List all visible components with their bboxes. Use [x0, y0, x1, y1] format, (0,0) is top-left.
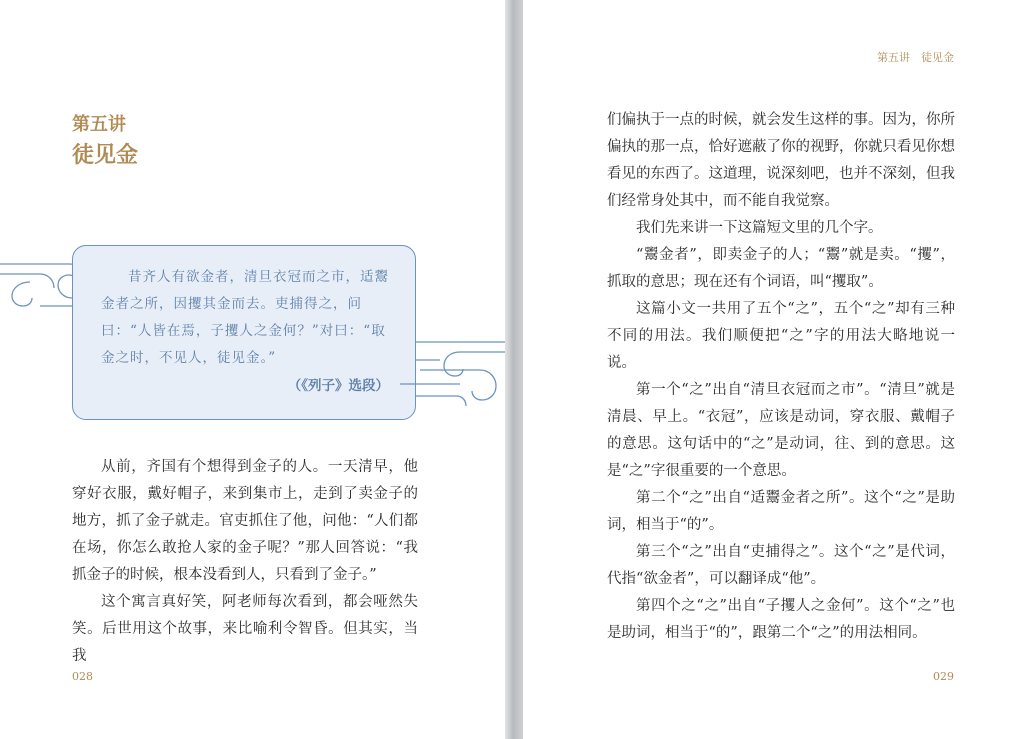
paragraph: 这篇小文一共用了五个“之”，五个“之”却有三种不同的用法。我们顺便把“之”字的用法大略地说一说。: [607, 301, 955, 371]
right-page: [523, 0, 1026, 739]
paragraph-continuation: 们偏执于一点的时候，就会发生这样的事。因为，你所偏执的那一点，恰好遮蔽了你的视野，你就只看见你想看见的东西了。这道理，说深刻吧，也并不深刻，但我们经常身处其中，而不能自我觉察。: [607, 112, 955, 209]
left-body-text: [72, 454, 418, 670]
paragraph: 这个寓言真好笑，阿老师每次看到，都会哑然失笑。后世用这个故事，来比喻利令智昏。但其实，当我: [72, 594, 418, 664]
paragraph: 第一个“之”出自“清旦衣冠而之市”。“清旦”就是清晨、早上。“衣冠”，应该是动词，穿衣服、戴帽子的意思。这句话中的“之”是动词，往、到的意思。这是“之”字很重要的一个意思。: [607, 382, 955, 479]
paragraph: 第三个“之”出自“吏捕得之”。这个“之”是代词，代指“欲金者”，可以翻译成“他”。: [607, 544, 955, 587]
running-head: 第五讲 徒见金: [877, 51, 954, 64]
chapter-number: 第五讲: [72, 114, 126, 135]
paragraph: 第四个之“之”出自“子攫人之金何”。这个“之”也是助词，相当于“的”，跟第二个“之”的用法相同。: [607, 598, 955, 641]
book-gutter: [505, 0, 523, 739]
page-number: 028: [72, 670, 93, 683]
page-number: 029: [933, 670, 954, 683]
paragraph: 从前，齐国有个想得到金子的人。一天清早，他穿好衣服，戴好帽子，来到集市上，走到了卖金子的地方，抓了金子就走。官吏抓住了他，问他：“人们都在场，你怎么敢抢人家的金子呢？”那人回答说：“我抓金子的时候，根本没看到人，只看到了金子。”: [72, 459, 418, 583]
paragraph: “鬻金者”，即卖金子的人；“鬻”就是卖。“攫”，抓取的意思；现在还有个词语，叫“攫取”。: [607, 247, 955, 290]
paragraph: 第二个“之”出自“适鬻金者之所”。这个“之”是助词，相当于“的”。: [607, 490, 955, 533]
quote-text: 昔齐人有欲金者，清旦衣冠而之市，适鬻金者之所，因攫其金而去。吏捕得之，问曰：“人皆在焉，子攫人之金何？”对曰：“取金之时，不见人，徒见金。”: [101, 269, 389, 366]
chapter-title: 徒见金: [72, 143, 139, 168]
paragraph: 我们先来讲一下这篇短文里的几个字。: [636, 220, 883, 236]
right-body-text: [607, 107, 955, 647]
quote-box: [72, 245, 416, 420]
quote-source: （《列子》选段）: [287, 378, 389, 394]
left-page: [0, 0, 505, 739]
cloud-ornament-right-icon: [400, 330, 505, 410]
